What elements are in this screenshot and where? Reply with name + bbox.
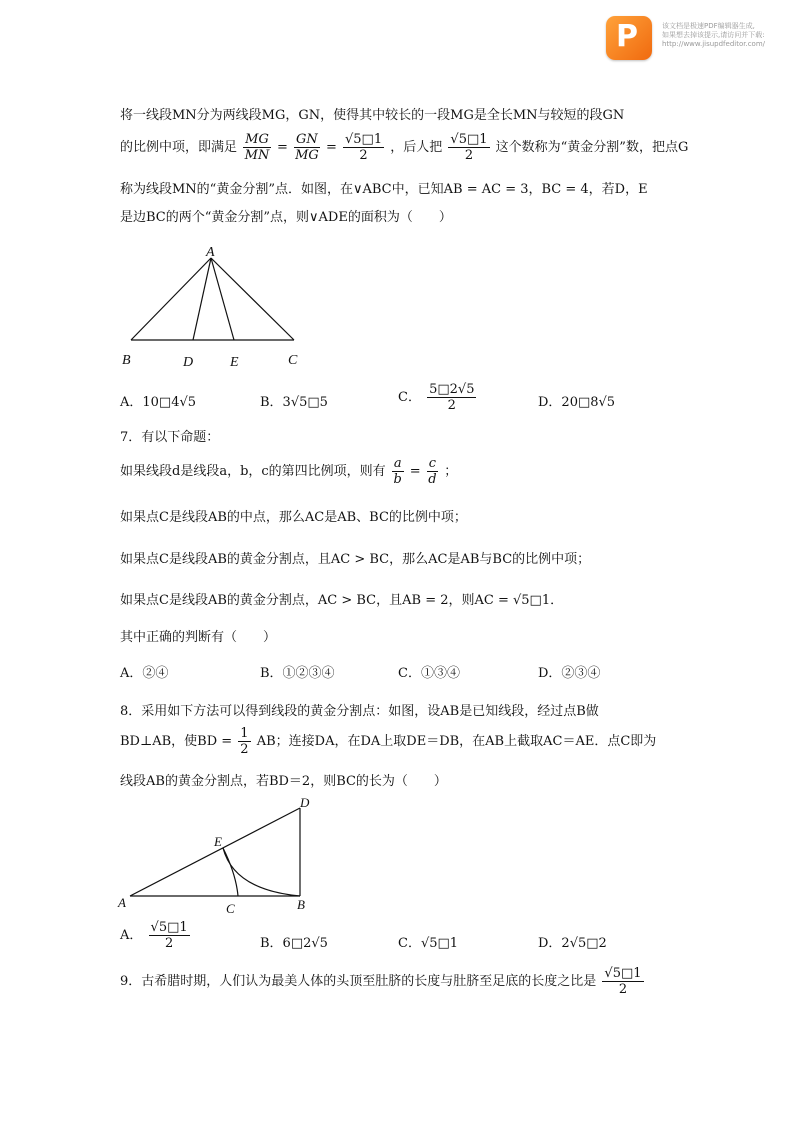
q6-option-b[interactable]: B．3√5□5 (260, 395, 328, 410)
fraction-mg-mn (243, 132, 271, 163)
q8-option-c[interactable]: C．√5□1 (398, 936, 459, 951)
frac-num: 5□2√5 (429, 382, 475, 397)
label-e: E (230, 355, 239, 370)
fraction-gn-mg (294, 132, 320, 163)
arc-eb (223, 848, 300, 896)
frac-num: GN (296, 132, 318, 147)
fraction-c-d (427, 456, 438, 487)
q6-text-c: 这个数称为“黄金分割”数，把点G (495, 140, 689, 155)
frac-den: 2 (240, 742, 249, 757)
frac-den: 2 (464, 148, 474, 163)
pdf-editor-logo (606, 16, 652, 60)
label-b: B (297, 897, 305, 912)
option-label: C． (398, 390, 421, 405)
frac-den: 2 (359, 148, 368, 163)
label-b: B (122, 353, 131, 368)
frac-num: √5□1 (450, 132, 488, 147)
frac-num: √5□1 (150, 920, 188, 935)
label-e: E (214, 834, 222, 849)
q7-statement-4 (120, 589, 563, 608)
q8-text-b: AB；连接DA，在DA上取DE＝DB，在AB上截取AC＝AE．点C即为 (256, 734, 657, 749)
q6-line-4: 是边BC的两个“黄金分割”点，则∨ADE的面积为（ ） (120, 210, 452, 225)
q7-option-c[interactable]: C．①③④ (398, 666, 460, 681)
fraction-one-half (238, 726, 250, 757)
watermark-notice (662, 22, 772, 49)
option-c-fraction (427, 382, 476, 413)
side-ab (131, 258, 211, 340)
fraction-golden-2 (448, 132, 489, 163)
segment-ad (193, 258, 211, 340)
fraction-golden-1 (343, 132, 384, 163)
q6-option-a[interactable]: A．10□4√5 (120, 395, 197, 410)
frac-den: 2 (618, 982, 628, 997)
q9-line-1 (120, 966, 646, 997)
frac-den: d (428, 472, 437, 487)
statement-end: ； (444, 464, 458, 479)
frac-den: 2 (447, 398, 456, 413)
q7-statement-1 (120, 456, 457, 487)
label-a: A (206, 245, 215, 260)
watermark-line-2: 如果想去掉该提示,请访问并下载: (662, 31, 765, 39)
q8-line-2 (120, 726, 656, 757)
frac-den: b (393, 472, 402, 487)
q7-option-a[interactable]: A．②④ (120, 666, 169, 681)
option-label: A． (120, 928, 143, 943)
q7-statement-2 (120, 506, 467, 525)
segment-ae (211, 258, 234, 340)
equals: = (409, 464, 421, 479)
q9-golden-fraction (602, 966, 643, 997)
frac-num: √5□1 (604, 966, 642, 981)
q8-line-3: 线段AB的黄金分割点，若BD＝2，则BC的长为（ ） (120, 774, 447, 789)
statement-text: 如果线段d是线段a，b，c的第四比例项，则有 (120, 464, 386, 479)
golden-section-figure (116, 794, 316, 918)
frac-den: MG (295, 148, 319, 163)
label-c: C (288, 353, 298, 368)
statement-text: 如果点C是线段AB的黄金分割点，AC > BC，且AB = 2，则AC = √5□1． (120, 593, 564, 608)
label-c: C (226, 901, 235, 916)
q8-option-a[interactable] (120, 920, 192, 951)
label-d: D (300, 795, 310, 810)
watermark-line-1: 该文档是极速PDF编辑器生成, (662, 22, 755, 30)
frac-den: 2 (164, 936, 174, 951)
frac-num: 1 (240, 726, 249, 741)
triangle-figure (116, 240, 316, 372)
statement-text: 如果点C是线段AB的黄金分割点，且AC > BC，那么AC是AB与BC的比例中项； (120, 552, 591, 567)
q7-ask: 其中正确的判断有（ ） (120, 630, 277, 645)
q8-line-1: 8．采用如下方法可以得到线段的黄金分割点：如图，设AB是已知线段，经过点B做 (120, 704, 599, 719)
fraction-a-b (392, 456, 404, 487)
q9-text: 9．古希腊时期，人们认为最美人体的头顶至肚脐的长度与肚脐至足底的长度之比是 (120, 974, 597, 989)
q7-statement-3 (120, 548, 590, 567)
frac-den: MN (244, 148, 270, 163)
q6-option-d[interactable]: D．20□8√5 (538, 395, 616, 410)
q6-line-1: 将一线段MN分为两线段MG，GN，使得其中较长的一段MG是全长MN与较短的段GN (120, 108, 625, 123)
q7-title: 7．有以下命题： (120, 430, 220, 445)
watermark-line-3: http://www.jisupdfeditor.com/ (662, 40, 766, 48)
label-a: A (118, 895, 126, 910)
logo-letter: P (616, 19, 638, 54)
label-d: D (183, 355, 194, 370)
q6-text-b: ，后人把 (390, 140, 443, 155)
frac-num: a (393, 456, 402, 471)
q7-option-d[interactable]: D．②③④ (538, 666, 601, 681)
q6-option-c[interactable] (398, 382, 478, 413)
frac-num: MG (245, 132, 269, 147)
frac-num: √5□1 (345, 132, 383, 147)
option-a-fraction (149, 920, 190, 951)
q6-line-3: 称为线段MN的“黄金分割”点．如图，在∨ABC中，已知AB = AC = 3，BC = 4，若D，E (120, 182, 648, 197)
q8-option-b[interactable]: B．6□2√5 (260, 936, 328, 951)
equals: = (325, 140, 337, 155)
segment-ad (130, 808, 300, 896)
q6-line-2 (120, 132, 688, 163)
side-ac (211, 258, 294, 340)
equals: = (277, 140, 288, 155)
statement-text: 如果点C是线段AB的中点，那么AC是AB、BC的比例中项； (120, 510, 467, 525)
q8-option-d[interactable]: D．2√5□2 (538, 936, 607, 951)
q7-option-b[interactable]: B．①②③④ (260, 666, 335, 681)
frac-num: c (428, 456, 437, 471)
q8-text-a: BD⊥AB，使BD = (120, 734, 233, 749)
q6-text-a: 的比例中项，即满足 (120, 140, 238, 155)
